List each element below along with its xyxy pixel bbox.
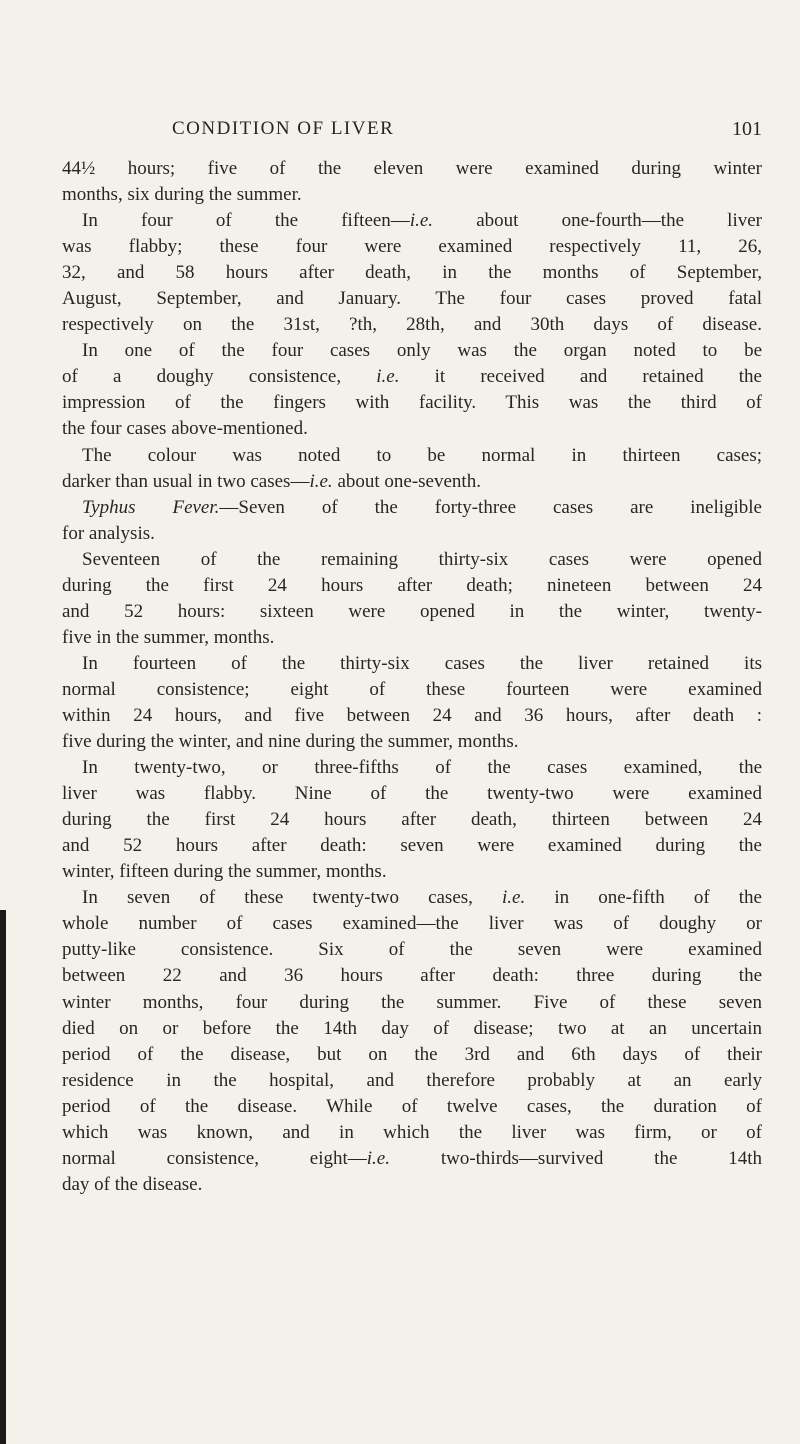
text-line: The colour was noted to be normal in thirteen cases; [82,444,762,466]
text-line: putty-like consistence. Six of the seven were examined [62,939,762,961]
running-title: CONDITION OF LIVER [172,118,395,139]
text-line: during the first 24 hours after death, thirteen between 24 [62,809,762,831]
text-line: months, six during the summer. [62,184,302,206]
page-number: 101 [732,118,762,140]
text-line: Seventeen of the remaining thirty-six cases were opened [82,548,762,570]
page-edge-shadow [0,910,6,1444]
text-line: In one of the four cases only was the organ noted to be [82,340,762,362]
text-line: 32, and 58 hours after death, in the months of September, [62,262,762,284]
text-line: for analysis. [62,522,155,544]
text-line: the four cases above-mentioned. [62,418,308,440]
text-line: impression of the fingers with facility. This was the third of [62,392,762,414]
text-line: August, September, and January. The four cases proved fatal [62,288,762,310]
text-line: In seven of these twenty-two cases, i.e. in one-fifth of the [82,887,762,909]
text-line: which was known, and in which the liver was firm, or of [62,1121,762,1143]
text-line: day of the disease. [62,1173,203,1195]
text-line: five in the summer, months. [62,626,275,648]
text-line: within 24 hours, and five between 24 and 36 hours, after death : [62,704,762,726]
text-line: period of the disease. While of twelve cases, the duration of [62,1095,762,1117]
body-text [62,156,762,1198]
text-line: and 52 hours after death: seven were examined during the [62,835,762,857]
text-line: five during the winter, and nine during the summer, months. [62,731,519,753]
text-line: whole number of cases examined—the liver was of doughy or [62,913,762,935]
text-line: In fourteen of the thirty-six cases the liver retained its [82,652,762,674]
text-line: period of the disease, but on the 3rd and 6th days of their [62,1043,762,1065]
page-header [62,118,762,142]
text-line: residence in the hospital, and therefore probably at an early [62,1069,762,1091]
text-line: and 52 hours: sixteen were opened in the winter, twenty- [62,600,762,622]
text-line: died on or before the 14th day of disease; two at an uncertain [62,1017,762,1039]
text-line: Typhus Fever.—Seven of the forty-three cases are ineligible [82,496,762,518]
text-line: normal consistence, eight—i.e. two-thirds—survived the 14th [62,1147,762,1169]
text-line: of a doughy consistence, i.e. it received and retained the [62,366,762,388]
text-line: liver was flabby. Nine of the twenty-two were examined [62,783,762,805]
text-line: winter, fifteen during the summer, months. [62,861,387,883]
text-line: between 22 and 36 hours after death: three during the [62,965,762,987]
text-line: during the first 24 hours after death; nineteen between 24 [62,574,762,596]
text-line: In twenty-two, or three-fifths of the cases examined, the [82,757,762,779]
text-line: In four of the fifteen—i.e. about one-fourth—the liver [82,210,762,232]
text-line: was flabby; these four were examined respectively 11, 26, [62,236,762,258]
text-line: darker than usual in two cases—i.e. about one-seventh. [62,470,481,492]
text-line: normal consistence; eight of these fourteen were examined [62,678,762,700]
text-line: winter months, four during the summer. Five of these seven [62,991,762,1013]
text-line: respectively on the 31st, ?th, 28th, and 30th days of disease. [62,314,762,336]
text-line: 44½ hours; five of the eleven were examined during winter [62,158,762,179]
